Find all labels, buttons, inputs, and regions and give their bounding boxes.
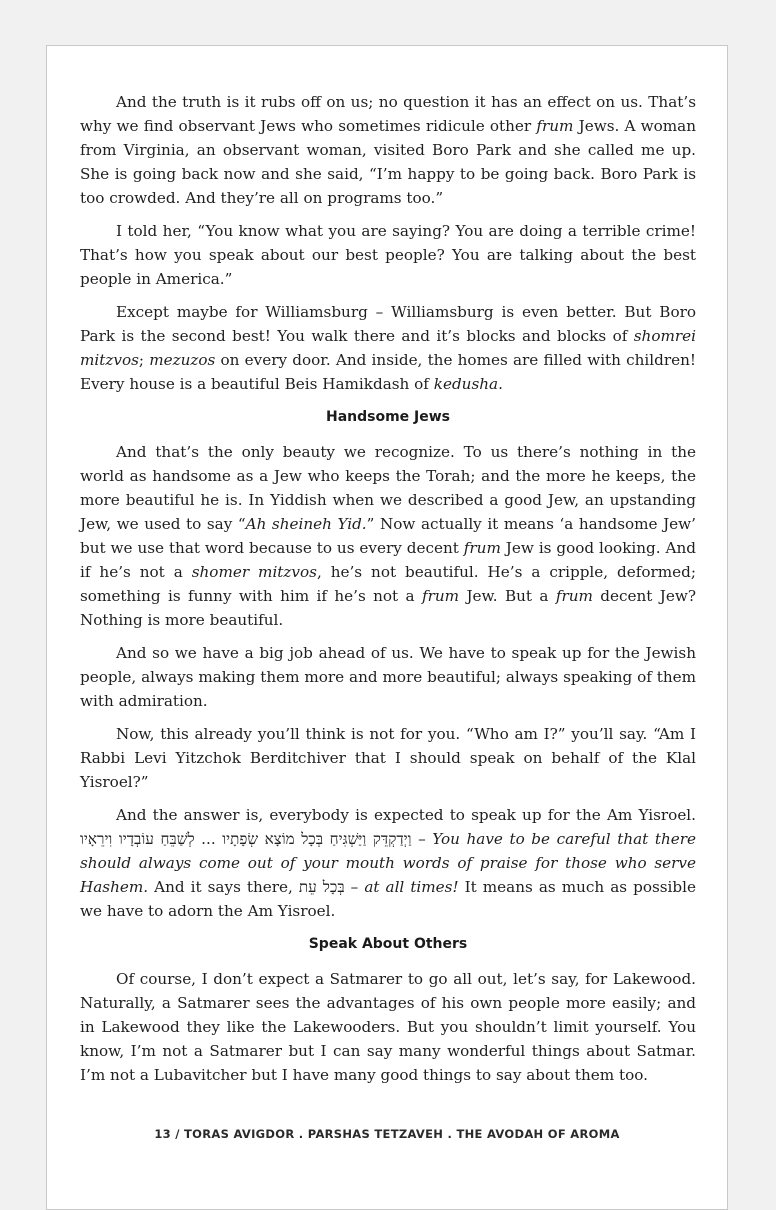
italic-text: frum bbox=[422, 587, 460, 605]
text-run: And it says there, bbox=[148, 878, 299, 896]
text-run: Of course, I don’t expect a Satmarer to go all out, let’s say, for Lakewood. Naturally, a Satmarer sees the advantages of his own people more easily; and in Lakewood they like the Lakewooders. But you shouldn’t limit yourself. You know, I’m not a Satmarer but I can say many wonderful things about Satmar. I’m not a Lubavitcher but I have many good things to say about them too. bbox=[80, 970, 696, 1084]
paragraph-group-1 bbox=[80, 90, 696, 396]
text-run: Except maybe for Williamsburg – Williamsburg is even better. But Boro Park is the second best! You walk there and it’s blocks and blocks of bbox=[80, 303, 696, 345]
text-run: , he’s not beautiful. He’s a cripple, deformed; something is funny with him if he’s not a bbox=[80, 563, 697, 605]
body-paragraph bbox=[80, 803, 696, 923]
italic-text: You have to be careful that there should always come out of your mouth words of praise for those who serve Hashem. bbox=[80, 830, 696, 896]
text-run: Jew is good looking. And if he’s not a bbox=[80, 539, 697, 581]
text-run: decent Jew? Nothing is more beautiful. bbox=[80, 587, 697, 629]
hebrew-text: בְּכָל עֵת bbox=[298, 878, 345, 896]
body-paragraph bbox=[80, 300, 696, 396]
italic-text: at all times! bbox=[364, 878, 459, 896]
italic-text: Ah sheineh Yid. bbox=[245, 515, 367, 533]
paragraph-group-3 bbox=[80, 967, 696, 1087]
text-run: It means as much as possible we have to adorn the Am Yisroel. bbox=[80, 878, 696, 920]
text-run: Jew. But a bbox=[459, 587, 556, 605]
paragraph-group-2 bbox=[80, 440, 696, 923]
text-run: . bbox=[498, 375, 503, 393]
section-heading-handsome-jews: Handsome Jews bbox=[325, 409, 451, 425]
body-paragraph bbox=[80, 440, 696, 632]
text-run: – bbox=[344, 878, 365, 896]
hebrew-text: וַיְדַקְדֵּק וַיַּשְׁגִּיחַ בְּכָל מוֹצָא שְׂפָתָיו ... לְשַׁבֵּחַ עוֹבְדָיו וִירֵאָיו bbox=[80, 830, 412, 848]
body-paragraph bbox=[80, 641, 696, 713]
text-run: I told her, “You know what you are saying? You are doing a terrible crime! That’s how you speak about our best people? You are talking about the best people in America.” bbox=[80, 222, 696, 288]
text-run: And the truth is it rubs off on us; no question it has an effect on us. That’s why we find observant Jews who sometimes ridicule other bbox=[80, 93, 696, 135]
text-run: on every door. And inside, the homes are filled with children! Every house is a beautiful Beis Hamikdash of bbox=[80, 351, 696, 393]
page-content bbox=[80, 90, 696, 1096]
italic-text: frum bbox=[536, 117, 574, 135]
text-run: Now, this already you’ll think is not for you. “Who am I?” you’ll say. “Am I Rabbi Levi Yitzchok Berditchiver that I should speak on behalf of the Klal Yisroel?” bbox=[80, 725, 696, 791]
text-run: Jews. A woman from Virginia, an observant woman, visited Boro Park and she called me up. She is going back now and she said, “I’m happy to be going back. Boro Park is too crowded. And they’re all on programs too.” bbox=[80, 117, 697, 207]
text-run: And the answer is, everybody is expected to speak up for the Am Yisroel. bbox=[116, 806, 696, 824]
body-paragraph bbox=[80, 967, 696, 1087]
body-paragraph bbox=[80, 722, 696, 794]
italic-text: frum bbox=[463, 539, 501, 557]
italic-text: shomer mitzvos bbox=[191, 563, 317, 581]
body-paragraph bbox=[80, 90, 696, 210]
italic-text: mezuzos bbox=[149, 351, 216, 369]
text-run: – bbox=[411, 830, 433, 848]
text-run: And that’s the only beauty we recognize. To us there’s nothing in the world as handsome as a Jew who keeps the Torah; and the more he keeps, the more beautiful he is. In Yiddish when we described a good Jew, an upstanding Jew, we used to say “ bbox=[80, 443, 696, 533]
text-run: And so we have a big job ahead of us. We have to speak up for the Jewish people, always making them more and more beautiful; always speaking of them with admiration. bbox=[80, 644, 696, 710]
section-heading-speak-about-others: Speak About Others bbox=[308, 936, 468, 952]
italic-text: kedusha bbox=[433, 375, 499, 393]
italic-text: frum bbox=[555, 587, 593, 605]
page-footer: 13 / TORAS AVIGDOR . PARSHAS TETZAVEH . THE AVODAH OF AROMA bbox=[154, 1127, 620, 1141]
document-page bbox=[46, 45, 728, 1210]
italic-text: shomrei mitzvos bbox=[80, 327, 696, 369]
text-run: ” Now actually it means ‘a handsome Jew’ but we use that word because to us every decent bbox=[80, 515, 696, 557]
body-paragraph bbox=[80, 219, 696, 291]
text-run: ; bbox=[138, 351, 150, 369]
